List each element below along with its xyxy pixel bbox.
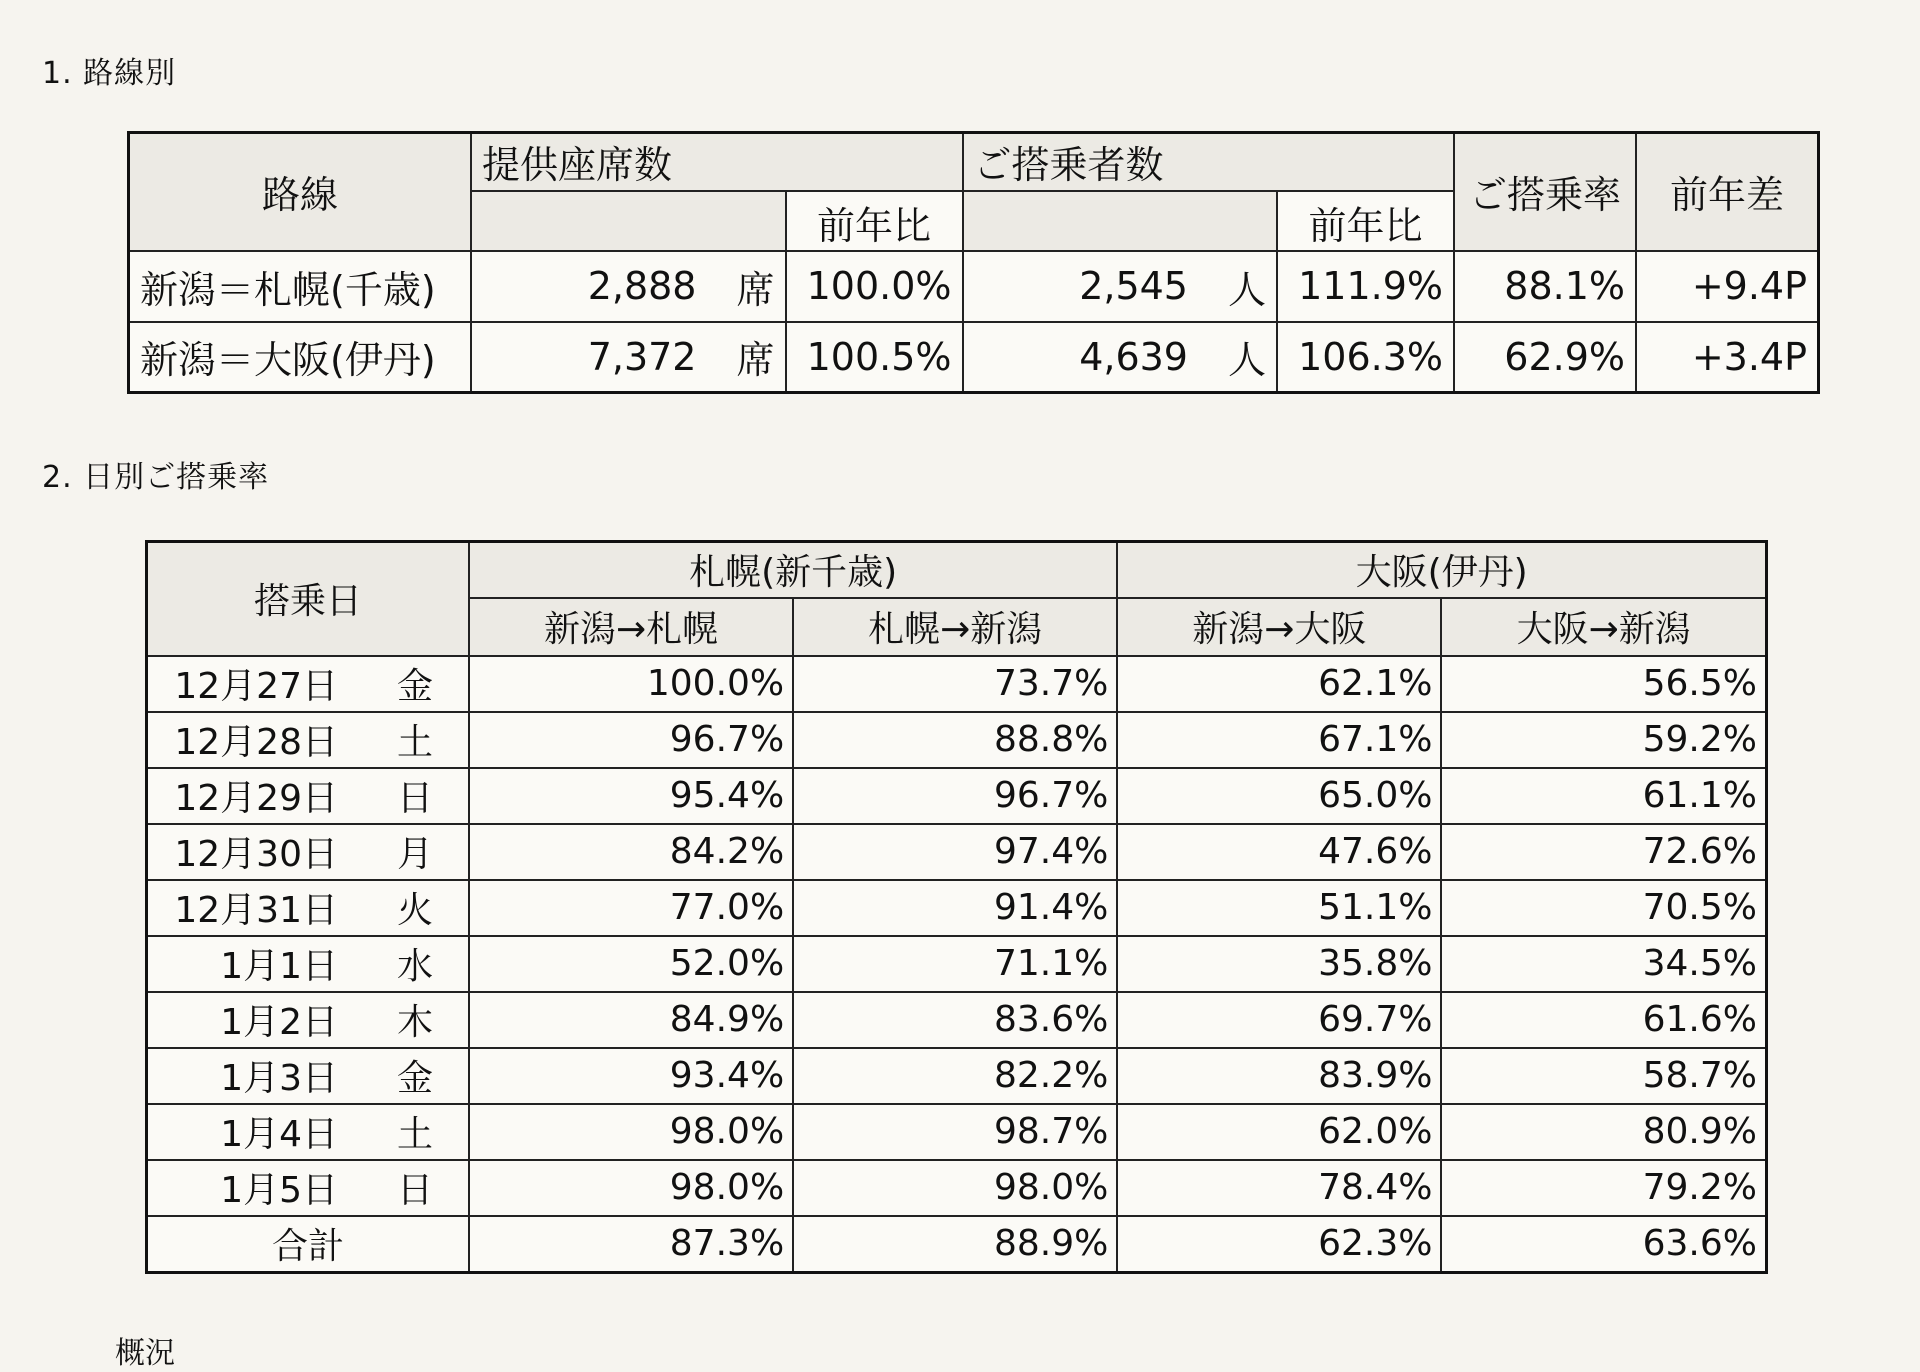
seats-yoy-value: 100.0% xyxy=(786,251,963,322)
load-factor-value: 91.4% xyxy=(793,880,1117,936)
load-factor-value: 61.6% xyxy=(1441,992,1766,1048)
day-of-week: 金 xyxy=(396,1058,433,1099)
table-row xyxy=(147,1048,1767,1104)
table-row xyxy=(147,880,1767,936)
load-factor-value: 88.1% xyxy=(1454,251,1636,322)
load-factor-value: 65.0% xyxy=(1117,768,1441,824)
total-value: 87.3% xyxy=(469,1216,793,1273)
load-factor-value: 77.0% xyxy=(469,880,793,936)
date-value: 12月27日 xyxy=(174,666,338,707)
total-row xyxy=(147,1216,1767,1273)
seats-cell xyxy=(471,322,786,393)
date-cell xyxy=(147,1104,470,1160)
load-factor-value: 72.6% xyxy=(1441,824,1766,880)
load-factor-value: 84.9% xyxy=(469,992,793,1048)
next-section-heading-partial: 概況 xyxy=(115,1336,175,1371)
seats-cell xyxy=(471,251,786,322)
table-row xyxy=(147,824,1767,880)
load-factor-value: 96.7% xyxy=(793,768,1117,824)
passengers-yoy-value: 106.3% xyxy=(1277,322,1454,393)
table-row xyxy=(147,1160,1767,1216)
load-factor-value: 58.7% xyxy=(1441,1048,1766,1104)
load-factor-value: 79.2% xyxy=(1441,1160,1766,1216)
load-factor-value: 95.4% xyxy=(469,768,793,824)
day-of-week: 金 xyxy=(396,666,433,707)
passengers-yoy-value: 111.9% xyxy=(1277,251,1454,322)
day-of-week: 土 xyxy=(396,722,433,763)
daily-rows xyxy=(147,656,1767,1216)
header-route: 路線 xyxy=(129,133,472,251)
date-value: 1月1日 xyxy=(220,946,338,987)
day-of-week: 日 xyxy=(396,778,433,819)
load-factor-value: 62.1% xyxy=(1117,656,1441,712)
load-factor-value: 62.0% xyxy=(1117,1104,1441,1160)
load-factor-value: 34.5% xyxy=(1441,936,1766,992)
table-row xyxy=(129,322,1819,393)
passengers-cell xyxy=(963,322,1278,393)
diff-value: +3.4P xyxy=(1636,322,1819,393)
seats-value: 7,372 xyxy=(587,334,697,379)
load-factor-value: 56.5% xyxy=(1441,656,1766,712)
seats-value: 2,888 xyxy=(587,264,697,308)
load-factor-value: 96.7% xyxy=(469,712,793,768)
header-niigata-sapporo: 新潟→札幌 xyxy=(469,598,793,656)
total-value: 88.9% xyxy=(793,1216,1117,1273)
load-factor-value: 62.9% xyxy=(1454,322,1636,393)
table-row xyxy=(147,768,1767,824)
daily-table xyxy=(145,540,1768,1274)
diff-value: +9.4P xyxy=(1636,251,1819,322)
load-factor-value: 80.9% xyxy=(1441,1104,1766,1160)
total-value: 63.6% xyxy=(1441,1216,1766,1273)
load-factor-value: 51.1% xyxy=(1117,880,1441,936)
passengers-value: 2,545 xyxy=(1079,264,1188,308)
load-factor-value: 88.8% xyxy=(793,712,1117,768)
header-osaka: 大阪(伊丹) xyxy=(1117,542,1766,598)
table-row xyxy=(147,656,1767,712)
date-cell xyxy=(147,768,470,824)
load-factor-value: 52.0% xyxy=(469,936,793,992)
passengers-unit: 人 xyxy=(1227,338,1266,383)
header-passengers: ご搭乗者数 xyxy=(963,133,1455,191)
header-passengers-yoy: 前年比 xyxy=(1277,191,1454,251)
header-date: 搭乗日 xyxy=(147,542,470,656)
load-factor-value: 93.4% xyxy=(469,1048,793,1104)
seats-yoy-value: 100.5% xyxy=(786,322,963,393)
header-niigata-osaka: 新潟→大阪 xyxy=(1117,598,1441,656)
load-factor-value: 70.5% xyxy=(1441,880,1766,936)
section1-heading: 1. 路線別 xyxy=(42,56,177,91)
total-label: 合計 xyxy=(147,1216,470,1273)
header-load-factor: ご搭乗率 xyxy=(1454,133,1636,251)
day-of-week: 水 xyxy=(396,946,433,987)
load-factor-value: 67.1% xyxy=(1117,712,1441,768)
header-diff: 前年差 xyxy=(1636,133,1819,251)
load-factor-value: 97.4% xyxy=(793,824,1117,880)
passengers-cell xyxy=(963,251,1278,322)
load-factor-value: 98.0% xyxy=(469,1160,793,1216)
header-passengers-spacer xyxy=(963,191,1278,251)
table-row xyxy=(147,712,1767,768)
table-row xyxy=(147,992,1767,1048)
passengers-value: 4,639 xyxy=(1079,334,1188,379)
day-of-week: 月 xyxy=(396,834,433,875)
load-factor-value: 78.4% xyxy=(1117,1160,1441,1216)
load-factor-value: 98.7% xyxy=(793,1104,1117,1160)
load-factor-value: 83.6% xyxy=(793,992,1117,1048)
table-row xyxy=(129,251,1819,322)
date-value: 12月30日 xyxy=(174,834,338,875)
header-sapporo: 札幌(新千歳) xyxy=(469,542,1117,598)
load-factor-value: 35.8% xyxy=(1117,936,1441,992)
load-factor-value: 98.0% xyxy=(469,1104,793,1160)
date-value: 1月4日 xyxy=(220,1114,338,1155)
date-value: 12月29日 xyxy=(174,778,338,819)
date-value: 12月28日 xyxy=(174,722,338,763)
load-factor-value: 71.1% xyxy=(793,936,1117,992)
date-cell xyxy=(147,880,470,936)
date-value: 1月5日 xyxy=(220,1170,338,1211)
load-factor-value: 83.9% xyxy=(1117,1048,1441,1104)
date-cell xyxy=(147,992,470,1048)
day-of-week: 土 xyxy=(396,1114,433,1155)
header-osaka-niigata: 大阪→新潟 xyxy=(1441,598,1766,656)
seats-unit: 席 xyxy=(736,338,775,383)
load-factor-value: 73.7% xyxy=(793,656,1117,712)
date-value: 1月3日 xyxy=(220,1058,338,1099)
table-row xyxy=(147,1104,1767,1160)
date-cell xyxy=(147,824,470,880)
load-factor-value: 59.2% xyxy=(1441,712,1766,768)
route-table xyxy=(127,131,1820,394)
total-value: 62.3% xyxy=(1117,1216,1441,1273)
date-value: 1月2日 xyxy=(220,1002,338,1043)
header-seats-spacer xyxy=(471,191,786,251)
date-cell xyxy=(147,1160,470,1216)
date-cell xyxy=(147,936,470,992)
load-factor-value: 82.2% xyxy=(793,1048,1117,1104)
header-sapporo-niigata: 札幌→新潟 xyxy=(793,598,1117,656)
table-row xyxy=(147,936,1767,992)
route-name: 新潟＝札幌(千歳) xyxy=(129,251,472,322)
date-cell xyxy=(147,712,470,768)
load-factor-value: 100.0% xyxy=(469,656,793,712)
section2-heading: 2. 日別ご搭乗率 xyxy=(42,460,270,495)
load-factor-value: 61.1% xyxy=(1441,768,1766,824)
day-of-week: 火 xyxy=(396,890,433,931)
day-of-week: 木 xyxy=(396,1002,433,1043)
route-name: 新潟＝大阪(伊丹) xyxy=(129,322,472,393)
date-cell xyxy=(147,656,470,712)
date-value: 12月31日 xyxy=(174,890,338,931)
load-factor-value: 98.0% xyxy=(793,1160,1117,1216)
date-cell xyxy=(147,1048,470,1104)
header-seats: 提供座席数 xyxy=(471,133,963,191)
day-of-week: 日 xyxy=(396,1170,433,1211)
load-factor-value: 84.2% xyxy=(469,824,793,880)
load-factor-value: 47.6% xyxy=(1117,824,1441,880)
header-seats-yoy: 前年比 xyxy=(786,191,963,251)
load-factor-value: 69.7% xyxy=(1117,992,1441,1048)
seats-unit: 席 xyxy=(736,267,775,312)
passengers-unit: 人 xyxy=(1227,267,1266,312)
